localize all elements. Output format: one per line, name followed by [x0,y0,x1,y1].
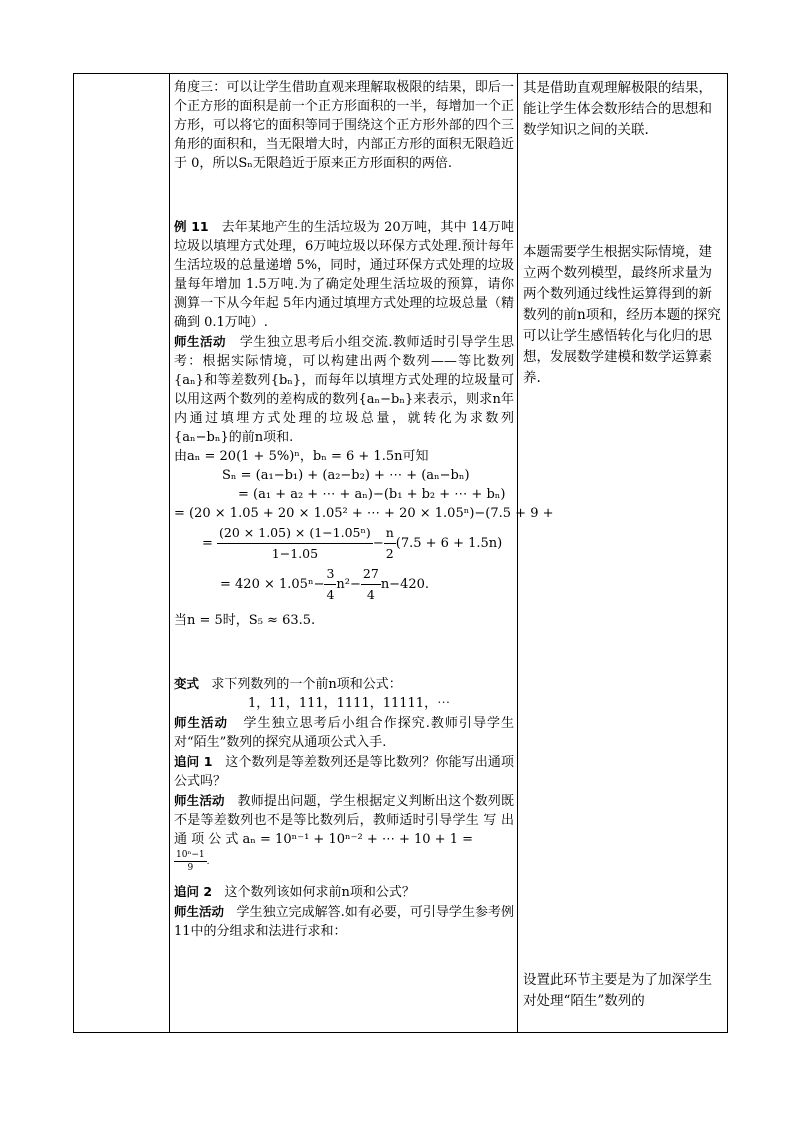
question-1-fraction: $\frac{\text{10ⁿ−1}}{9}$ . [176,850,210,873]
question-1-text: 这个数列是等差数列还是等比数列？你能写出通项公式吗？ [174,755,514,789]
activity-label: 师生活动 [174,904,225,919]
activity-label: 师生活动 [174,793,225,808]
eq4-lead: = [202,536,213,551]
eq4-denominator: 1−1.05 [271,546,319,561]
eq5-f2-denominator: 4 [366,587,375,602]
activity-4-paragraph [174,902,514,941]
angle-three-paragraph: 角度三：可以让学生借助直观来理解取极限的结果，即后一个正方形的面积是前一个正方形面积的一半，每增加一个正方形，可以将它的面积等同于围绕这个正方形外部的四个三角形的面积和，当无限增大时，内部正方形的面积无限趋近于 0，所以Sₙ无限趋近于原来正方形面积的两倍. [174,80,514,171]
eq4-numerator: (20 × 1.05) × (1−1.05ⁿ) [217,523,373,544]
question-1-paragraph [174,752,514,791]
equation-line-2: = (a₁ + a₂ + ⋯ + aₙ)−(b₁ + b₂ + ⋯ + bₙ) [238,487,506,502]
example-11-paragraph [174,217,514,332]
variant-paragraph [174,674,514,694]
question-2-label: 追问 2 [174,884,213,899]
activity-4-text: 学生独立完成解答.如有必要，可引导学生参考例 11中的分组求和法进行求和： [174,905,514,939]
eq4-n-denominator: 2 [385,546,394,561]
eq5-f1-numerator: 3 [324,564,336,585]
activity-2-paragraph [174,713,514,752]
activity-2-text: 学生独立思考后小组合作探究.教师引导学生对“陌生”数列的探究从通项公式入手. [174,716,514,750]
lesson-table [73,73,728,1033]
equation-line-1: Sₙ = (a₁−b₁) + (a₂−b₂) + ⋯ + (aₙ−bₙ) [222,468,470,483]
eq4-minus: − [372,536,384,551]
activity-3-paragraph [174,791,514,849]
question-1-label: 追问 1 [174,754,213,769]
general-term-numerator: 10ⁿ−1 [176,850,205,860]
example-11-text: 去年某地产生的生活垃圾为 20万吨，其中 14万吨垃圾以填埋方式处理，6万吨垃圾以环保方式处理.预计每年生活垃圾的总量递增 5%，同时，通过环保方式处理的垃圾量每年增加 1.5万吨.为了确定处理生活垃圾的预算，请你测算一下从今年起 5年内通过填埋方式处理的垃圾总量（精确到 0.1万吨）. [174,220,514,330]
equation-line-5 [174,564,514,605]
activity-label: 师生活动 [174,334,226,349]
general-term-fraction [174,849,207,874]
activity-label: 师生活动 [174,715,229,730]
eq5-f2-numerator: 27 [361,564,381,585]
eq5-fraction-2 [361,564,381,605]
main-content-cell [174,78,554,941]
equation-line-3: = (20 × 1.05 + 20 × 1.05² + ⋯ + 20 × 1.05ⁿ)−(7.5 + 9 + [174,506,554,521]
variant-label: 变式 [174,676,200,691]
eq5-lead: = 420 × 1.05ⁿ− [220,577,325,592]
eq4-fraction [217,523,373,564]
eq4-n-numerator: n [384,523,396,544]
eq4-tail: (7.5 + 6 + 1.5n) [395,536,503,551]
general-term-denominator: 9 [187,863,194,873]
equation-line-4 [174,523,514,564]
activity-1-paragraph [174,332,514,447]
activity-1-text: 学生独立思考后小组交流.教师适时引导学生思考：根据实际情境，可以构建出两个数列——等比数列{aₙ}和等差数列{bₙ}，而每年以填埋方式处理的垃圾量可以用这两个数列的差构成的数列{aₙ−bₙ}来表示，则求n年内通过填埋方式处理的垃圾总量，就转化为求数列{aₙ−bₙ}的前n项和. [174,335,514,445]
eq5-fraction-1 [324,564,336,605]
column-divider-right [517,74,518,1032]
side-note-3: 设置此环节主要是为了加深学生对处理“陌生”数列的 [523,972,712,1009]
question-2-text: 这个数列该如何求前n项和公式？ [224,885,415,900]
activity-3-text: 教师提出问题，学生根据定义判断出这个数列既不是等差数列也不是等比数列后，教师适时引导学生 写 出 通 项 公 式 aₙ = 10ⁿ⁻¹ + 10ⁿ⁻² + ⋯ + 10 + 1 = [174,794,514,847]
eq5-tail: n−420. [380,577,430,592]
variant-text: 求下列数列的一个前n项和公式： [211,677,402,692]
side-note-2: 本题需要学生根据实际情境，建立两个数列模型，最终所求量为两个数列通过线性运算得到的新数列的前n项和，经历本题的探究可以让学生感悟转化与化归的思想，发展数学建模和数学运算素养. [523,244,721,386]
question-2-paragraph [174,882,514,902]
given-formula: 由aₙ = 20(1 + 5%)ⁿ，bₙ = 6 + 1.5n可知 [174,449,429,464]
result-line: 当n = 5时，S₅ ≈ 63.5. [174,613,316,628]
sequence-line: 1，11，111，1111，11111，⋯ [248,696,451,711]
eq5-f1-denominator: 4 [326,587,335,602]
example-11-label: 例 11 [174,219,209,234]
eq4-n-fraction [384,523,396,564]
side-note-1: 其是借助直观理解极限的结果，能让学生体会数形结合的思想和数学知识之间的关联. [523,80,712,138]
column-divider-left [169,74,170,1032]
eq5-mid: n²− [336,577,361,592]
